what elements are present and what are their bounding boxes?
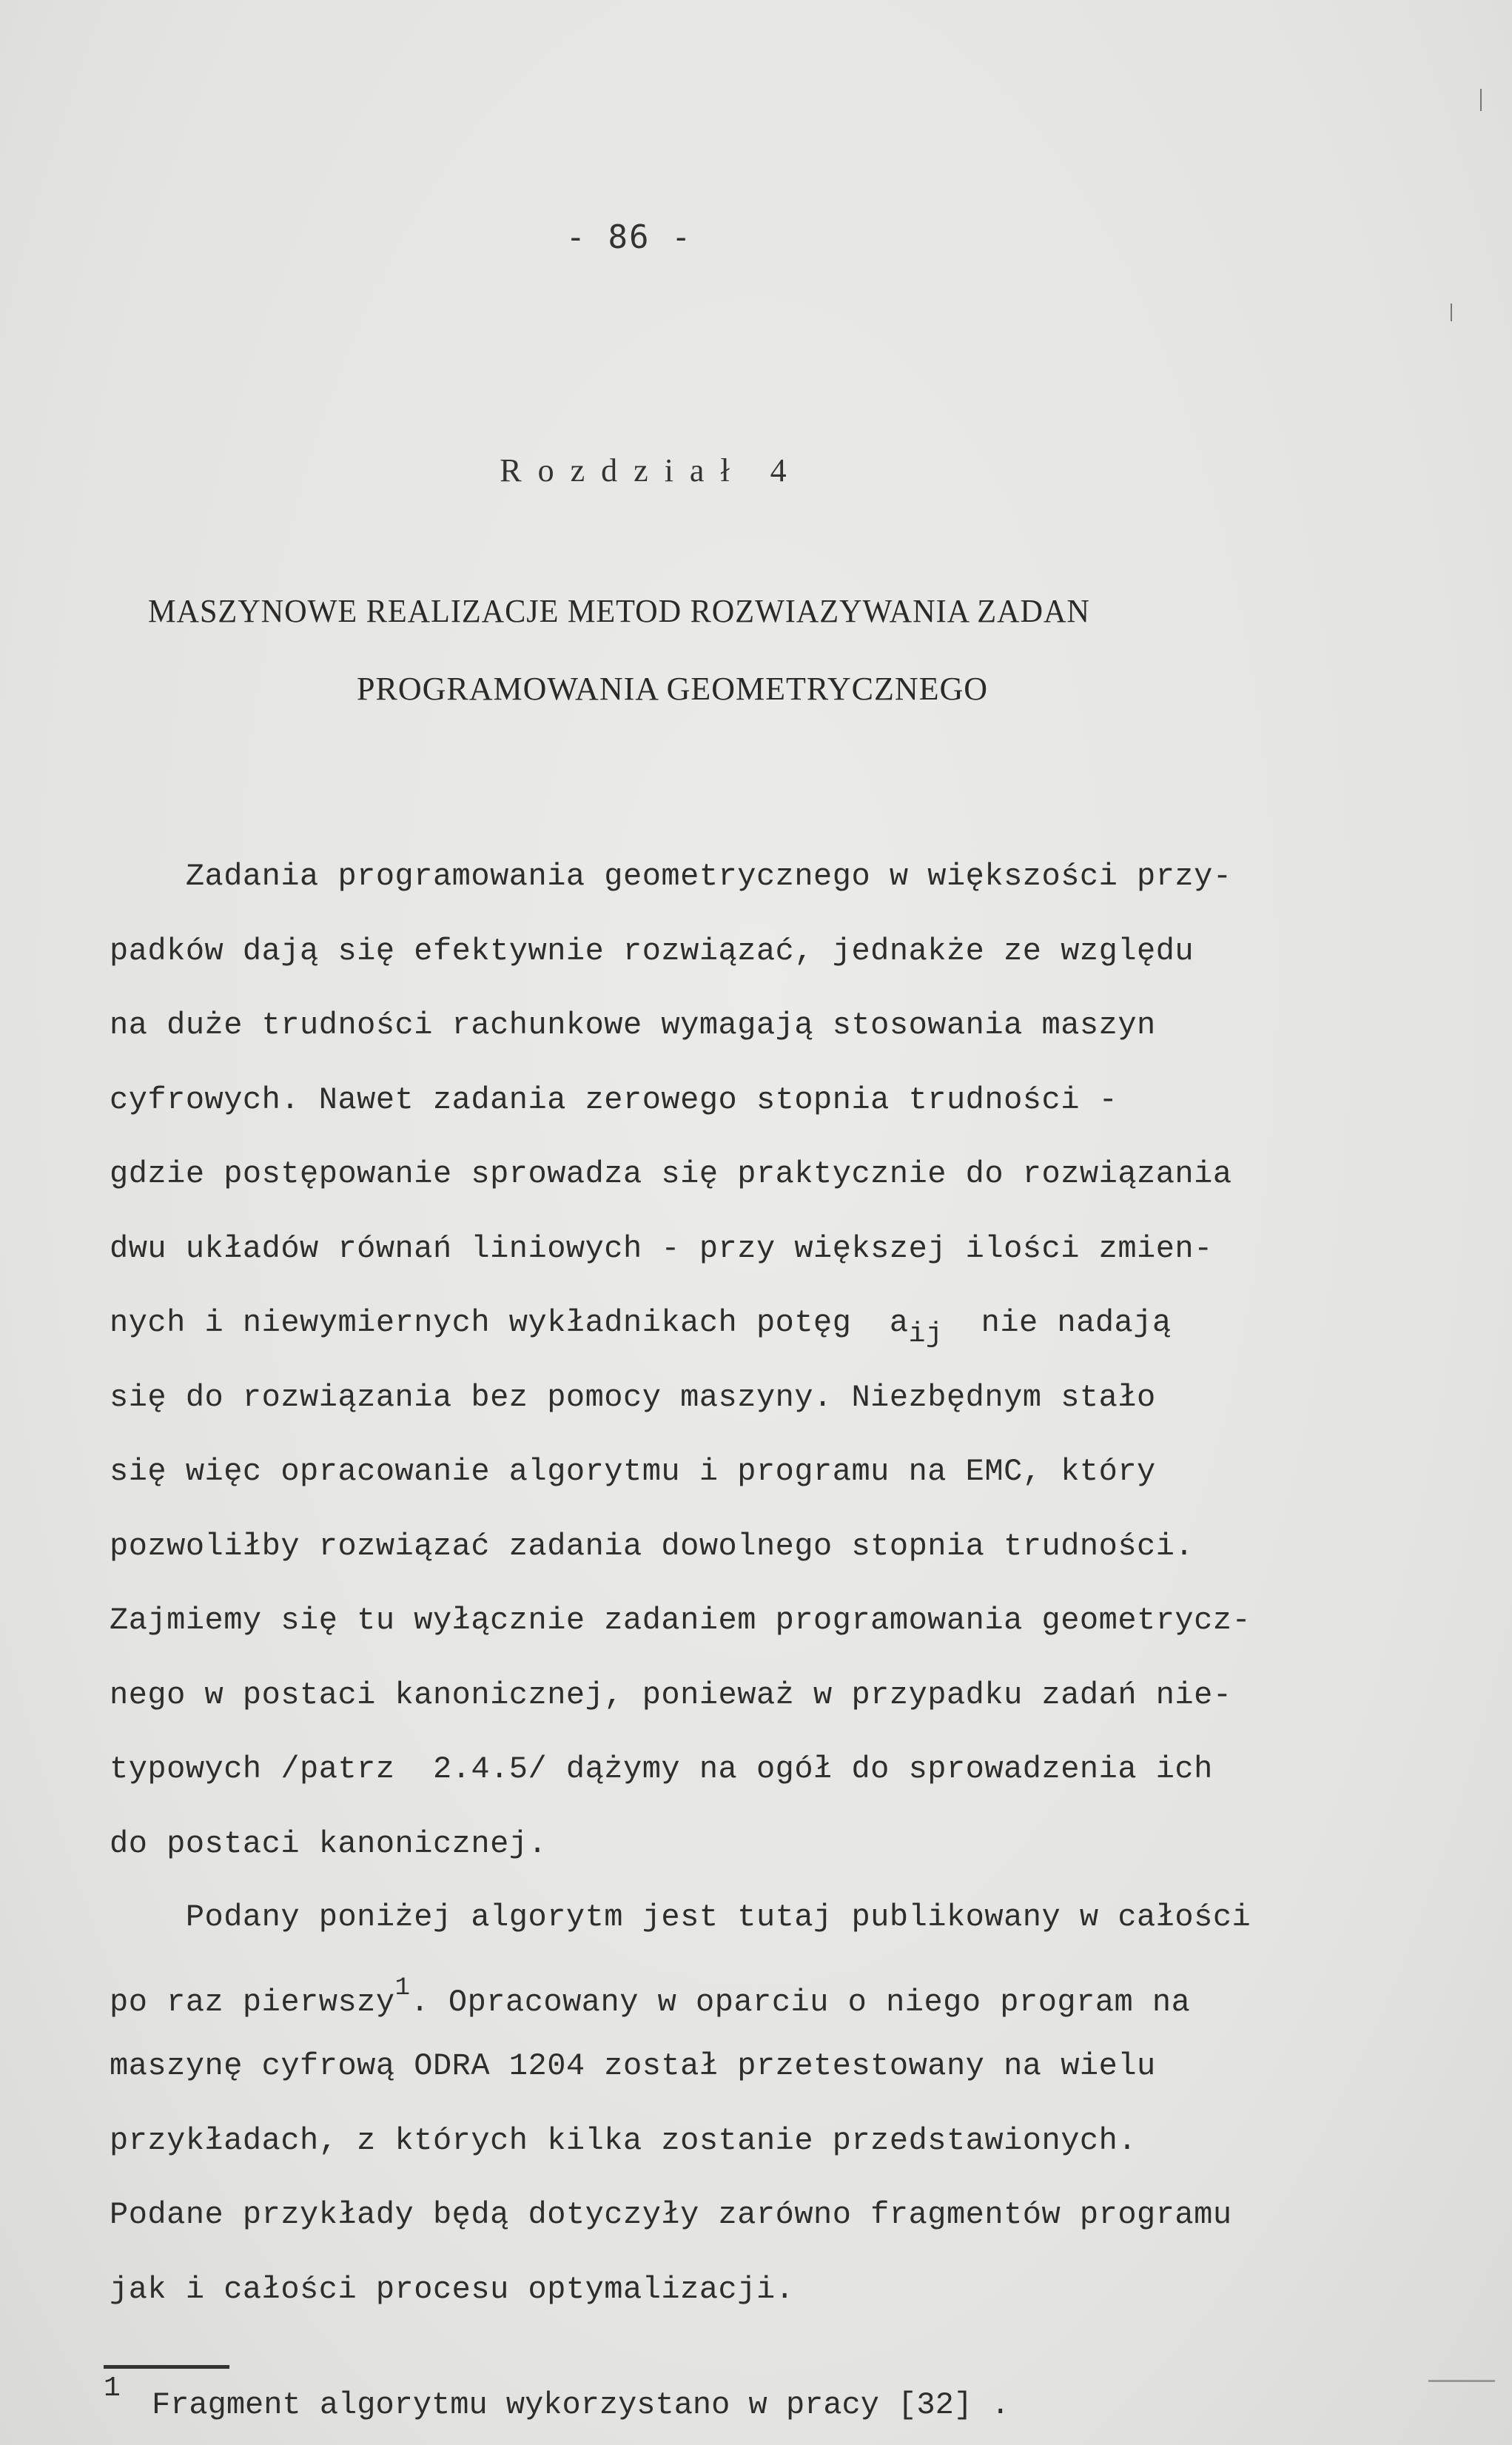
math-symbol: a xyxy=(889,1305,909,1341)
text-line: dwu układów równań liniowych - przy większej ilości zmien- xyxy=(110,1230,1213,1267)
text-line: pozwoliłby rozwiązać zadania dowolnego stopnia trudności. xyxy=(110,1528,1195,1564)
text-line xyxy=(110,1974,1190,2020)
math-subscript: ij xyxy=(908,1318,944,1350)
text-line: przykładach, z których kilka zostanie przedstawionych. xyxy=(110,2122,1138,2159)
footnote-reference: 1 xyxy=(394,1973,411,2002)
text-line: Zajmiemy się tu wyłącznie zadaniem programowania geometrycz- xyxy=(110,1603,1251,1638)
text-line: na duże trudności rachunkowe wymagają stosowania maszyn xyxy=(110,1007,1156,1043)
chapter-title-line-2: PROGRAMOWANIA GEOMETRYCZNEGO xyxy=(357,671,989,707)
scan-artifact xyxy=(1451,303,1452,321)
text-line: nego w postaci kanonicznej, ponieważ w przypadku zadań nie- xyxy=(110,1677,1232,1713)
text-segment: nych i niewymiernych wykładnikach potęg xyxy=(110,1305,890,1341)
text-line: do postaci kanonicznej. xyxy=(110,1825,548,1862)
page-number: - 86 - xyxy=(565,218,693,256)
text-line: się więc opracowanie algorytmu i programu na EMC, który xyxy=(110,1454,1156,1489)
chapter-heading: Rozdział 4 xyxy=(500,452,803,489)
text-line: Podane przykłady będą dotyczyły zarówno fragmentów programu xyxy=(110,2197,1232,2233)
text-line: gdzie postępowanie sprowadza się praktycznie do rozwiązania xyxy=(110,1156,1232,1192)
text-line: maszynę cyfrową ODRA 1204 został przetestowany na wielu xyxy=(110,2048,1156,2084)
text-line: Zadania programowania geometrycznego w większości przy- xyxy=(110,859,1232,894)
scan-artifact xyxy=(1428,2380,1495,2382)
text-line: padków dają się efektywnie rozwiązać, jednakże ze względu xyxy=(110,933,1195,969)
text-line: typowych /patrz 2.4.5/ dążymy na ogół do sprowadzenia ich xyxy=(110,1751,1213,1787)
text-line: Podany poniżej algorytm jest tutaj publikowany w całości xyxy=(110,1899,1251,1935)
footnote-text: Fragment algorytmu wykorzystano w pracy [32] . xyxy=(152,2387,1010,2423)
text-line xyxy=(110,1305,1172,1350)
chapter-title-line-1: MASZYNOWE REALIZACJE METOD ROZWIAZYWANIA ZADAN xyxy=(148,593,1090,629)
text-line: jak i całości procesu optymalizacji. xyxy=(110,2271,795,2307)
text-line: się do rozwiązania bez pomocy maszyny. Niezbędnym stało xyxy=(110,1379,1156,1415)
text-segment: . Opracowany w oparciu o niego program na xyxy=(410,1984,1191,2020)
footnote-rule xyxy=(104,2365,229,2369)
text-segment: nie nadają xyxy=(943,1305,1172,1341)
scan-artifact xyxy=(1480,89,1482,111)
footnote-marker: 1 xyxy=(104,2372,121,2404)
text-line: cyfrowych. Nawet zadania zerowego stopnia trudności - xyxy=(110,1081,1118,1118)
text-segment: po raz pierwszy xyxy=(110,1984,395,2020)
